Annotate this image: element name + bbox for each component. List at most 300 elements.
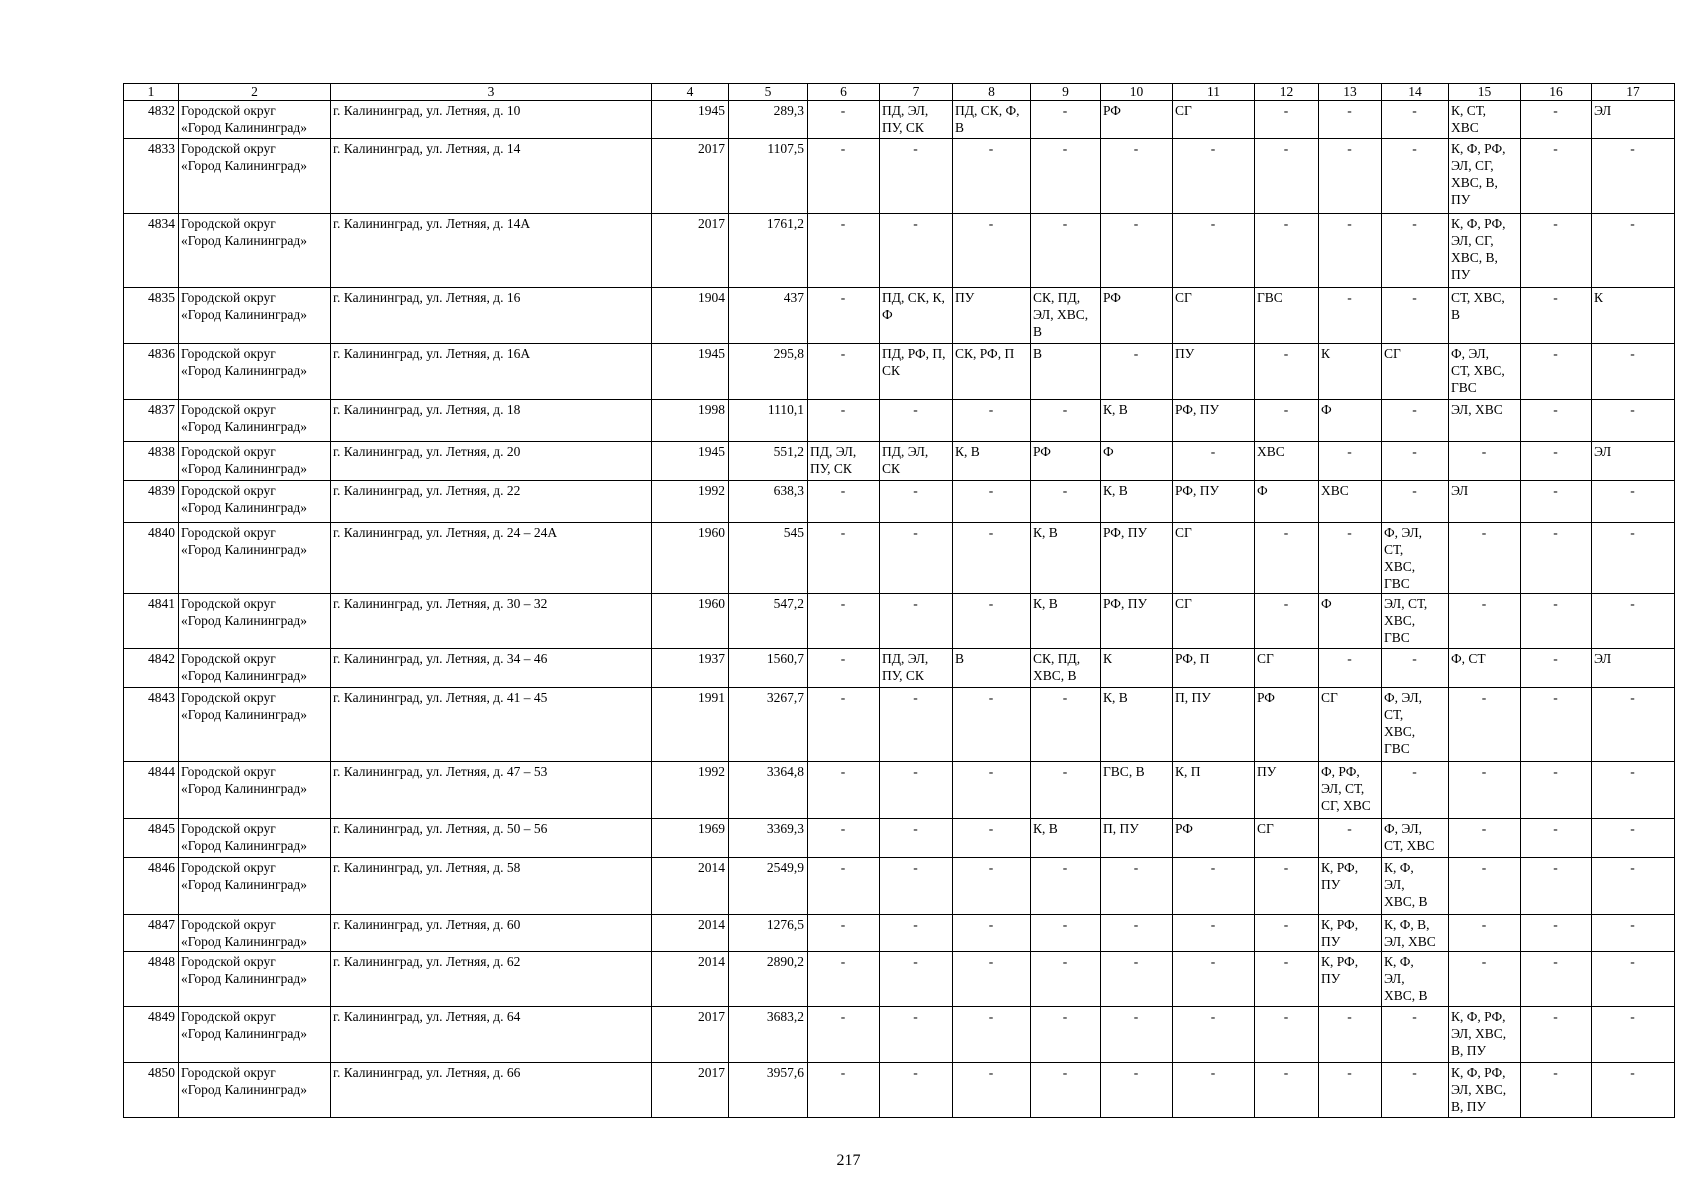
table-cell: - [808,344,880,400]
table-cell: - [1592,481,1675,523]
column-header: 9 [1031,84,1101,101]
table-cell: - [1319,214,1382,288]
table-cell: 547,2 [729,594,808,649]
table-cell: - [808,1007,880,1063]
table-cell: 4837 [124,400,179,442]
table-cell: - [808,858,880,915]
table-cell: - [1101,915,1173,952]
table-cell: Городской округ «Город Калининград» [179,688,331,762]
table-cell: - [1382,400,1449,442]
table-cell: 1107,5 [729,139,808,214]
table-cell: ЭЛ [1592,442,1675,481]
table-cell: - [880,915,953,952]
table-cell: - [953,688,1031,762]
table-cell: СК, РФ, П [953,344,1031,400]
table-cell: - [1255,1007,1319,1063]
table-cell: Городской округ «Город Калининград» [179,139,331,214]
table-cell: - [1592,688,1675,762]
table-header [124,84,1675,101]
table-cell: - [1255,344,1319,400]
table-cell: 2014 [652,915,729,952]
table-cell: - [808,481,880,523]
table-cell: - [1101,952,1173,1007]
table-cell: 3957,6 [729,1063,808,1118]
table-cell: - [1382,101,1449,139]
table-cell: - [1382,649,1449,688]
table-cell: Ф [1319,400,1382,442]
table-cell: - [1031,101,1101,139]
table-cell: РФ, ПУ [1101,594,1173,649]
table-cell: ЭЛ, СТ, ХВС, ГВС [1382,594,1449,649]
table-cell: ПУ [953,288,1031,344]
table-cell: К, РФ, ПУ [1319,952,1382,1007]
table-cell: - [1173,952,1255,1007]
table-cell: ПД, СК, Ф, В [953,101,1031,139]
table-cell: - [1521,400,1592,442]
table-cell: 4844 [124,762,179,819]
table-cell: г. Калининград, ул. Летняя, д. 34 – 46 [331,649,652,688]
table-cell: - [880,1007,953,1063]
table-cell: г. Калининград, ул. Летняя, д. 47 – 53 [331,762,652,819]
table-row [124,214,1675,288]
table-cell: - [1173,139,1255,214]
table-cell: - [1382,1007,1449,1063]
table-cell: СГ [1255,649,1319,688]
table-cell: СГ [1382,344,1449,400]
table-cell: - [1031,139,1101,214]
table-cell: - [1031,1007,1101,1063]
table-cell: г. Калининград, ул. Летняя, д. 64 [331,1007,652,1063]
table-cell: - [880,762,953,819]
table-cell: 551,2 [729,442,808,481]
table-cell: - [1382,442,1449,481]
table-cell: 2014 [652,952,729,1007]
table-cell: СТ, ХВС, В [1449,288,1521,344]
table-cell: 4839 [124,481,179,523]
table-cell: Городской округ «Город Калининград» [179,481,331,523]
table-cell: - [1255,101,1319,139]
table-row [124,952,1675,1007]
table-cell: К, В [1031,523,1101,594]
table-cell: ПУ [1173,344,1255,400]
table-cell: - [1319,288,1382,344]
table-cell: К, В [1031,819,1101,858]
table-cell: 4834 [124,214,179,288]
table-cell: - [808,952,880,1007]
table-cell: 4848 [124,952,179,1007]
table-cell: 1945 [652,442,729,481]
table-cell: 4850 [124,1063,179,1118]
table-cell: - [1592,1007,1675,1063]
table-cell: ПД, ЭЛ, ПУ, СК [808,442,880,481]
table-cell: К, П [1173,762,1255,819]
table-cell: - [1592,344,1675,400]
table-cell: - [1255,594,1319,649]
table-cell: Городской округ «Город Калининград» [179,214,331,288]
column-header: 14 [1382,84,1449,101]
table-cell: г. Калининград, ул. Летняя, д. 10 [331,101,652,139]
table-cell: Ф, ЭЛ, СТ, ХВС, ГВС [1382,688,1449,762]
column-header: 12 [1255,84,1319,101]
table-cell: г. Калининград, ул. Летняя, д. 14 [331,139,652,214]
table-cell: П, ПУ [1101,819,1173,858]
header-row [124,84,1675,101]
table-cell: К, В [1101,688,1173,762]
table-cell: - [1592,819,1675,858]
table-cell: - [1319,139,1382,214]
table-cell: Городской округ «Город Калининград» [179,288,331,344]
table-cell: - [1521,1063,1592,1118]
table-row [124,344,1675,400]
table-cell: - [1101,139,1173,214]
table-cell: К, Ф, РФ, ЭЛ, СГ, ХВС, В, ПУ [1449,214,1521,288]
registry-table [123,83,1675,1118]
table-cell: - [1255,523,1319,594]
table-cell: - [1382,288,1449,344]
column-header: 11 [1173,84,1255,101]
table-cell: - [808,762,880,819]
table-cell: РФ [1031,442,1101,481]
table-cell: - [1255,139,1319,214]
table-cell: - [1521,214,1592,288]
table-cell: - [1031,858,1101,915]
table-cell: - [953,915,1031,952]
table-cell: РФ [1255,688,1319,762]
table-row [124,594,1675,649]
table-cell: - [1449,688,1521,762]
table-row [124,1007,1675,1063]
table-cell: - [953,214,1031,288]
table-cell: 1560,7 [729,649,808,688]
table-cell: 3364,8 [729,762,808,819]
table-cell: - [1101,214,1173,288]
column-header: 2 [179,84,331,101]
table-cell: - [880,688,953,762]
table-cell: 4845 [124,819,179,858]
table-cell: К, РФ, ПУ [1319,858,1382,915]
table-cell: - [880,214,953,288]
table-cell: - [1521,649,1592,688]
table-cell: 1991 [652,688,729,762]
table-row [124,400,1675,442]
table-cell: В [953,649,1031,688]
table-cell: - [880,594,953,649]
table-row [124,1063,1675,1118]
table-cell: г. Калининград, ул. Летняя, д. 24 – 24А [331,523,652,594]
table-cell: 1998 [652,400,729,442]
table-cell: - [1521,442,1592,481]
table-row [124,101,1675,139]
table-cell: СГ [1173,523,1255,594]
table-cell: 3683,2 [729,1007,808,1063]
table-cell: К [1592,288,1675,344]
table-cell: - [808,594,880,649]
table-cell: - [880,523,953,594]
table-cell: - [1173,858,1255,915]
table-cell: 4847 [124,915,179,952]
table-cell: - [1449,442,1521,481]
column-header: 1 [124,84,179,101]
table-cell: К, В [1101,400,1173,442]
table-cell: Городской округ «Город Калининград» [179,101,331,139]
table-cell: 1276,5 [729,915,808,952]
table-cell: СГ [1173,288,1255,344]
table-row [124,819,1675,858]
table-row [124,649,1675,688]
table-cell: - [1521,952,1592,1007]
table-cell: 638,3 [729,481,808,523]
table-cell: - [1031,1063,1101,1118]
table-cell: - [1382,139,1449,214]
table-cell: - [1319,1007,1382,1063]
table-cell: - [1592,762,1675,819]
column-header: 4 [652,84,729,101]
table-cell: 1992 [652,762,729,819]
table-cell: - [1255,952,1319,1007]
table-cell: - [1592,858,1675,915]
table-cell: СК, ПД, ХВС, В [1031,649,1101,688]
table-cell: г. Калининград, ул. Летняя, д. 20 [331,442,652,481]
table-cell: - [808,400,880,442]
table-cell: ПД, ЭЛ, ПУ, СК [880,101,953,139]
table-cell: - [880,858,953,915]
table-cell: г. Калининград, ул. Летняя, д. 30 – 32 [331,594,652,649]
table-cell: Городской округ «Город Калининград» [179,400,331,442]
table-cell: 2017 [652,1007,729,1063]
table-cell: - [808,101,880,139]
table-cell: Городской округ «Город Калининград» [179,952,331,1007]
table-cell: - [1592,594,1675,649]
table-cell: - [1521,915,1592,952]
table-cell: К, Ф, ЭЛ, ХВС, В [1382,952,1449,1007]
table-cell: - [1592,214,1675,288]
table-body [124,101,1675,1118]
table-cell: - [1319,819,1382,858]
table-cell: ХВС [1319,481,1382,523]
table-cell: - [1449,594,1521,649]
table-cell: - [1031,688,1101,762]
table-cell: 1761,2 [729,214,808,288]
table-cell: Городской округ «Город Калининград» [179,344,331,400]
table-cell: СГ [1173,594,1255,649]
table-cell: 4843 [124,688,179,762]
table-cell: - [1592,915,1675,952]
table-cell: Городской округ «Город Калининград» [179,523,331,594]
table-cell: г. Калининград, ул. Летняя, д. 66 [331,1063,652,1118]
table-cell: - [1382,481,1449,523]
table-cell: - [808,139,880,214]
table-cell: - [1382,762,1449,819]
table-cell: - [953,858,1031,915]
table-cell: 2017 [652,1063,729,1118]
table-cell: 4849 [124,1007,179,1063]
table-cell: ПД, ЭЛ, ПУ, СК [880,649,953,688]
table-cell: СГ [1319,688,1382,762]
table-cell: - [1521,762,1592,819]
table-cell: - [880,481,953,523]
table-cell: - [1173,1063,1255,1118]
column-header: 15 [1449,84,1521,101]
table-cell: - [1101,1007,1173,1063]
table-cell: Ф [1255,481,1319,523]
table-cell: 4838 [124,442,179,481]
table-cell: ПД, РФ, П, СК [880,344,953,400]
table-cell: - [1173,442,1255,481]
table-cell: Ф, ЭЛ, СТ, ХВС [1382,819,1449,858]
table-cell: К, СТ, ХВС [1449,101,1521,139]
table-cell: - [880,1063,953,1118]
table-cell: - [1031,762,1101,819]
table-cell: К, В [1031,594,1101,649]
table-cell: Ф, РФ, ЭЛ, СТ, СГ, ХВС [1319,762,1382,819]
table-cell: РФ, ПУ [1173,400,1255,442]
table-cell: 4840 [124,523,179,594]
column-header: 6 [808,84,880,101]
table-cell: Городской округ «Город Калининград» [179,762,331,819]
table-cell: - [1031,915,1101,952]
table-cell: К, РФ, ПУ [1319,915,1382,952]
table-cell: - [1382,214,1449,288]
table-cell: 1960 [652,523,729,594]
table-cell: 4836 [124,344,179,400]
table-cell: - [1521,481,1592,523]
table-cell: 1960 [652,594,729,649]
table-cell: - [1255,915,1319,952]
page-number: 217 [836,1152,861,1169]
table-cell: - [1521,819,1592,858]
table-cell: ПД, СК, К, Ф [880,288,953,344]
table-cell: РФ [1173,819,1255,858]
table-cell: 2890,2 [729,952,808,1007]
table-cell: - [1521,858,1592,915]
table-cell: - [808,523,880,594]
table-cell: - [1255,214,1319,288]
table-cell: СГ [1173,101,1255,139]
table-cell: РФ, ПУ [1173,481,1255,523]
column-header: 16 [1521,84,1592,101]
table-cell: - [808,649,880,688]
table-cell: - [808,915,880,952]
column-header: 13 [1319,84,1382,101]
table-cell: - [808,214,880,288]
table-cell: ЭЛ [1449,481,1521,523]
column-header: 8 [953,84,1031,101]
table-cell: К, Ф, ЭЛ, ХВС, В [1382,858,1449,915]
table-cell: Городской округ «Город Калининград» [179,1063,331,1118]
table-cell: - [1449,819,1521,858]
table-cell: 4833 [124,139,179,214]
table-cell: СГ [1255,819,1319,858]
table-cell: 1992 [652,481,729,523]
table-cell: - [1592,1063,1675,1118]
table-cell: 2014 [652,858,729,915]
table-cell: 1945 [652,344,729,400]
table-cell: - [1382,1063,1449,1118]
table-cell: РФ [1101,288,1173,344]
table-cell: г. Калининград, ул. Летняя, д. 18 [331,400,652,442]
table-row [124,688,1675,762]
table-row [124,915,1675,952]
column-header: 17 [1592,84,1675,101]
table-cell: - [953,1063,1031,1118]
table-cell: 3267,7 [729,688,808,762]
table-cell: ГВС [1255,288,1319,344]
table-cell: 2017 [652,139,729,214]
table-cell: ЭЛ, ХВС [1449,400,1521,442]
table-cell: - [1592,400,1675,442]
table-cell: СК, ПД, ЭЛ, ХВС, В [1031,288,1101,344]
column-header: 3 [331,84,652,101]
table-cell: г. Калининград, ул. Летняя, д. 22 [331,481,652,523]
table-cell: - [1521,101,1592,139]
table-cell: - [1031,214,1101,288]
table-cell: - [1255,1063,1319,1118]
table-cell: - [953,952,1031,1007]
table-cell: - [953,594,1031,649]
table-cell: В [1031,344,1101,400]
table-cell: - [1031,952,1101,1007]
table-cell: К, Ф, РФ, ЭЛ, СГ, ХВС, В, ПУ [1449,139,1521,214]
table-cell: - [880,819,953,858]
table-cell: РФ, ПУ [1101,523,1173,594]
table-cell: г. Калининград, ул. Летняя, д. 16 [331,288,652,344]
table-row [124,481,1675,523]
table-cell: - [953,819,1031,858]
table-cell: - [1319,523,1382,594]
table-cell: 4841 [124,594,179,649]
table-cell: 4842 [124,649,179,688]
table-cell: 2549,9 [729,858,808,915]
table-cell: - [1031,481,1101,523]
table-cell: К [1319,344,1382,400]
table-cell: Городской округ «Город Калининград» [179,594,331,649]
table-cell: г. Калининград, ул. Летняя, д. 60 [331,915,652,952]
table-cell: Ф, ЭЛ, СТ, ХВС, ГВС [1382,523,1449,594]
table-cell: - [1255,858,1319,915]
table-cell: - [1592,523,1675,594]
table-cell: Городской округ «Город Калининград» [179,819,331,858]
table-cell: РФ [1101,101,1173,139]
table-cell: - [1521,344,1592,400]
table-cell: - [1521,523,1592,594]
table-cell: - [1449,523,1521,594]
table-cell: - [953,481,1031,523]
table-cell: - [1319,649,1382,688]
table-cell: Ф [1101,442,1173,481]
table-cell: К [1101,649,1173,688]
table-cell: - [1173,214,1255,288]
table-cell: - [953,400,1031,442]
table-cell: - [1319,101,1382,139]
table-cell: - [1521,1007,1592,1063]
table-cell: К, Ф, В, ЭЛ, ХВС [1382,915,1449,952]
table-cell: Городской округ «Город Калининград» [179,858,331,915]
table-cell: 1937 [652,649,729,688]
table-cell: - [880,952,953,1007]
table-cell: г. Калининград, ул. Летняя, д. 41 – 45 [331,688,652,762]
table-row [124,139,1675,214]
table-cell: П, ПУ [1173,688,1255,762]
table-row [124,442,1675,481]
table-cell: Ф, СТ [1449,649,1521,688]
table-row [124,288,1675,344]
table-cell: ПУ [1255,762,1319,819]
table-cell: Ф [1319,594,1382,649]
table-cell: 4832 [124,101,179,139]
table-cell: РФ, П [1173,649,1255,688]
table-cell: - [953,1007,1031,1063]
table-cell: ЭЛ [1592,101,1675,139]
